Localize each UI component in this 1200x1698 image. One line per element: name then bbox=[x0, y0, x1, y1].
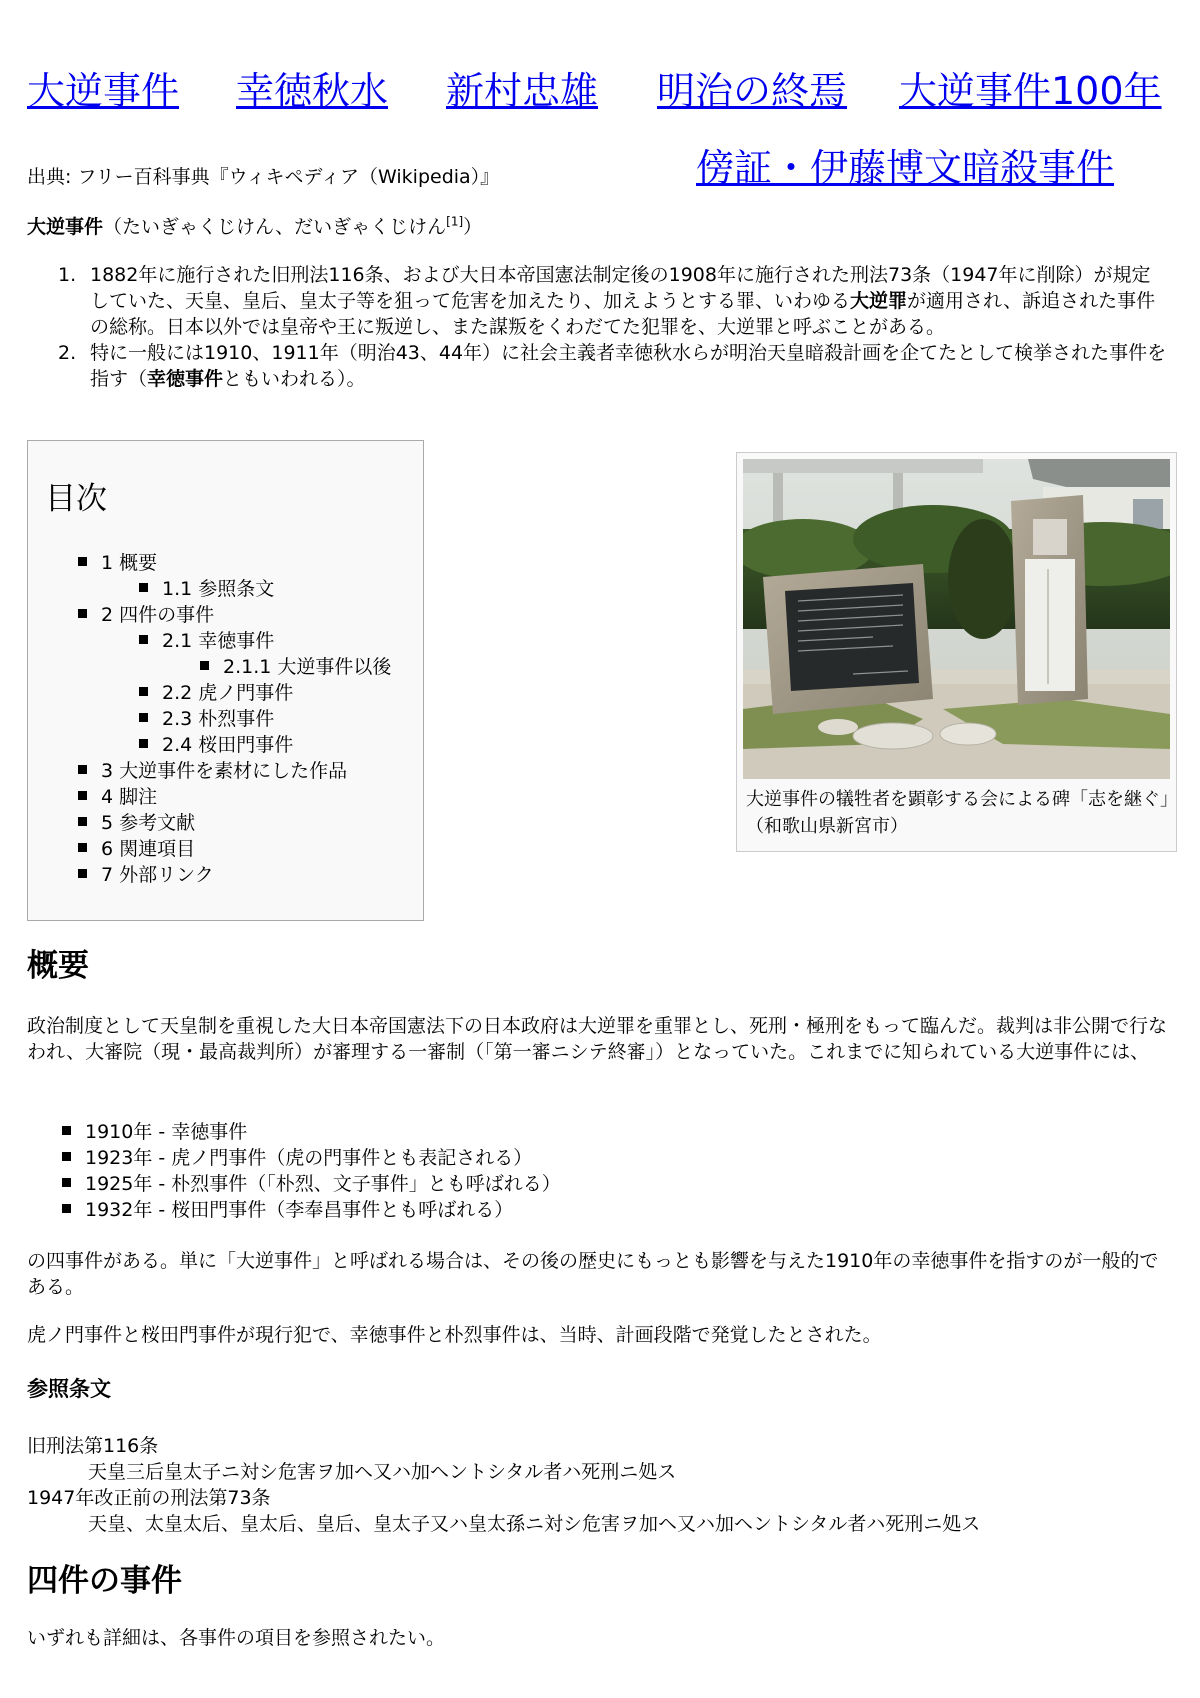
event-text: 1925年 - 朴烈事件（「朴烈、文子事件」とも呼ばれる） bbox=[85, 1173, 561, 1195]
law2-text: 天皇、太皇太后、皇太后、皇后、皇太子又ハ皇太孫ニ対シ危害ヲ加ヘ又ハ加ヘントシタル者ハ死刑ニ処ス bbox=[88, 1513, 981, 1535]
lead-close: ） bbox=[463, 216, 483, 238]
bullet-icon bbox=[139, 739, 148, 748]
definition-item bbox=[58, 262, 1168, 340]
bullet-icon bbox=[78, 557, 87, 566]
bullet-icon bbox=[139, 635, 148, 644]
nav-link-100years[interactable]: 大逆事件100年 bbox=[899, 69, 1162, 113]
toc-item[interactable] bbox=[78, 810, 195, 836]
toc-label: 大逆事件以後 bbox=[277, 656, 392, 678]
toc-label: 概要 bbox=[119, 552, 158, 574]
toc-number: 2.1.1 bbox=[223, 656, 272, 678]
law1-title: 旧刑法第116条 bbox=[27, 1435, 159, 1457]
definition-text-after: が適用され、訴追された事件の総称。日本以外では皇帝や王に叛逆し、また謀叛をくわだてた犯罪を、大逆罪と呼ぶことがある。 bbox=[90, 290, 1156, 338]
toc-label: 脚注 bbox=[119, 786, 158, 808]
nav-link-kotoku[interactable]: 幸徳秋水 bbox=[236, 69, 389, 113]
bullet-icon bbox=[78, 817, 87, 826]
toc-label: 幸徳事件 bbox=[198, 630, 275, 652]
bullet-icon bbox=[78, 843, 87, 852]
list-item bbox=[62, 1171, 561, 1197]
law2-title: 1947年改正前の刑法第73条 bbox=[27, 1487, 271, 1509]
bullet-icon bbox=[62, 1204, 71, 1213]
definition-text: 特に一般には1910、1911年（明治43、44年）に社会主義者幸徳秋水らが明治天皇暗殺計画を企てたとして検挙された事件を指す（ bbox=[90, 342, 1167, 390]
bullet-icon bbox=[78, 869, 87, 878]
toc-number: 1 bbox=[101, 552, 114, 574]
toc-item[interactable] bbox=[139, 576, 274, 602]
four-cases-text: いずれも詳細は、各事件の項目を参照されたい。 bbox=[27, 1627, 446, 1649]
bullet-icon bbox=[139, 583, 148, 592]
nav-link-niimura[interactable]: 新村忠雄 bbox=[446, 69, 599, 113]
toc-label: 大逆事件を素材にした作品 bbox=[119, 760, 348, 782]
articles-heading: 参照条文 bbox=[27, 1377, 111, 1401]
bullet-icon bbox=[78, 765, 87, 774]
toc-label: 四件の事件 bbox=[119, 604, 215, 626]
toc-label: 参考文献 bbox=[119, 812, 196, 834]
toc-label: 関連項目 bbox=[119, 838, 196, 860]
toc-label: 外部リンク bbox=[119, 864, 214, 886]
table-of-contents bbox=[27, 440, 424, 921]
lead-reading: （たいぎゃくじけん、だいぎゃくじけん bbox=[103, 216, 447, 238]
toc-number: 2.3 bbox=[162, 708, 193, 730]
bullet-icon bbox=[62, 1152, 71, 1161]
toc-number: 5 bbox=[101, 812, 114, 834]
nav-link-ito-assassination[interactable]: 傍証・伊藤博文暗殺事件 bbox=[696, 146, 1115, 190]
bullet-icon bbox=[62, 1126, 71, 1135]
toc-label: 参照条文 bbox=[198, 578, 275, 600]
figure-caption: 大逆事件の犠牲者を顕彰する会による碑「志を継ぐ」（和歌山県新宮市） bbox=[746, 789, 1169, 837]
toc-item[interactable] bbox=[78, 784, 157, 810]
source-line: 出典: フリー百科事典『ウィキペディア（Wikipedia）』 bbox=[27, 166, 500, 188]
bullet-icon bbox=[200, 661, 209, 670]
definition-number: 2. bbox=[58, 342, 77, 364]
definition-list bbox=[58, 262, 1168, 392]
toc-number: 2 bbox=[101, 604, 114, 626]
definition-bold: 幸徳事件 bbox=[147, 368, 224, 390]
top-nav bbox=[27, 66, 1187, 126]
bullet-icon bbox=[139, 687, 148, 696]
list-item bbox=[62, 1119, 561, 1145]
toc-label: 虎ノ門事件 bbox=[198, 682, 294, 704]
nav-link-meiji-end[interactable]: 明治の終焉 bbox=[657, 69, 848, 113]
definition-number: 1. bbox=[58, 264, 77, 286]
toc-item[interactable] bbox=[139, 628, 274, 654]
law1-text: 天皇三后皇太子ニ対シ危害ヲ加ヘ又ハ加ヘントシタル者ハ死刑ニ処ス bbox=[88, 1461, 677, 1483]
toc-item[interactable] bbox=[78, 836, 195, 862]
overview-paragraph-2: の四事件がある。単に「大逆事件」と呼ばれる場合は、その後の歴史にもっとも影響を与えた1910年の幸徳事件を指すのが一般的である。 bbox=[27, 1250, 1159, 1298]
definition-bold: 大逆罪 bbox=[850, 290, 908, 312]
bullet-icon bbox=[62, 1178, 71, 1187]
list-item bbox=[62, 1145, 561, 1171]
lead-term: 大逆事件 bbox=[27, 216, 104, 238]
toc-item[interactable] bbox=[139, 706, 274, 732]
toc-number: 4 bbox=[101, 786, 114, 808]
four-cases-heading: 四件の事件 bbox=[27, 1563, 182, 1599]
definition-item bbox=[58, 340, 1168, 392]
toc-label: 朴烈事件 bbox=[198, 708, 275, 730]
lead-line bbox=[27, 212, 482, 239]
toc-label: 桜田門事件 bbox=[198, 734, 294, 756]
toc-number: 6 bbox=[101, 838, 114, 860]
toc-number: 2.1 bbox=[162, 630, 193, 652]
list-item bbox=[62, 1197, 561, 1223]
event-text: 1932年 - 桜田門事件（李奉昌事件とも呼ばれる） bbox=[85, 1199, 514, 1221]
definition-text: 1882年に施行された旧刑法116条、および大日本帝国憲法制定後の1908年に施行された刑法73条（1947年に削除）が規定していた、天皇、皇后、皇太子等を狙って危害を加えたり、加えようとする罪、いわゆる bbox=[90, 264, 1151, 312]
monument-photo[interactable] bbox=[743, 459, 1170, 779]
events-list bbox=[62, 1119, 561, 1223]
toc-number: 7 bbox=[101, 864, 114, 886]
toc-item[interactable] bbox=[78, 862, 214, 888]
toc-item[interactable] bbox=[78, 550, 157, 576]
event-text: 1910年 - 幸徳事件 bbox=[85, 1121, 248, 1143]
monument-figure bbox=[736, 452, 1177, 852]
nav-link-taigyaku[interactable]: 大逆事件 bbox=[27, 69, 180, 113]
toc-number: 2.4 bbox=[162, 734, 193, 756]
definition-text-after: ともいわれる）。 bbox=[223, 368, 366, 390]
footnote-ref[interactable]: [1] bbox=[446, 214, 464, 229]
toc-item[interactable] bbox=[78, 602, 214, 628]
toc-number: 1.1 bbox=[162, 578, 193, 600]
monument-photo-image bbox=[743, 459, 1170, 779]
toc-title: 目次 bbox=[45, 481, 107, 517]
toc-item[interactable] bbox=[200, 654, 391, 680]
toc-item[interactable] bbox=[139, 732, 293, 758]
overview-heading: 概要 bbox=[27, 948, 89, 984]
toc-item[interactable] bbox=[78, 758, 347, 784]
event-text: 1923年 - 虎ノ門事件（虎の門事件とも表記される） bbox=[85, 1147, 533, 1169]
overview-intro: 政治制度として天皇制を重視した大日本帝国憲法下の日本政府は大逆罪を重罪とし、死刑・極刑をもって臨んだ。裁判は非公開で行なわれ、大審院（現・最高裁判所）が審理する一審制（「第一審ニシテ終審」）となっていた。これまでに知られている大逆事件には、 bbox=[27, 1015, 1168, 1063]
overview-paragraph-3: 虎ノ門事件と桜田門事件が現行犯で、幸徳事件と朴烈事件は、当時、計画段階で発覚したとされた。 bbox=[27, 1324, 882, 1346]
toc-item[interactable] bbox=[139, 680, 293, 706]
toc-number: 3 bbox=[101, 760, 114, 782]
law-articles bbox=[27, 1433, 980, 1537]
bullet-icon bbox=[78, 609, 87, 618]
bullet-icon bbox=[78, 791, 87, 800]
toc-number: 2.2 bbox=[162, 682, 193, 704]
bullet-icon bbox=[139, 713, 148, 722]
